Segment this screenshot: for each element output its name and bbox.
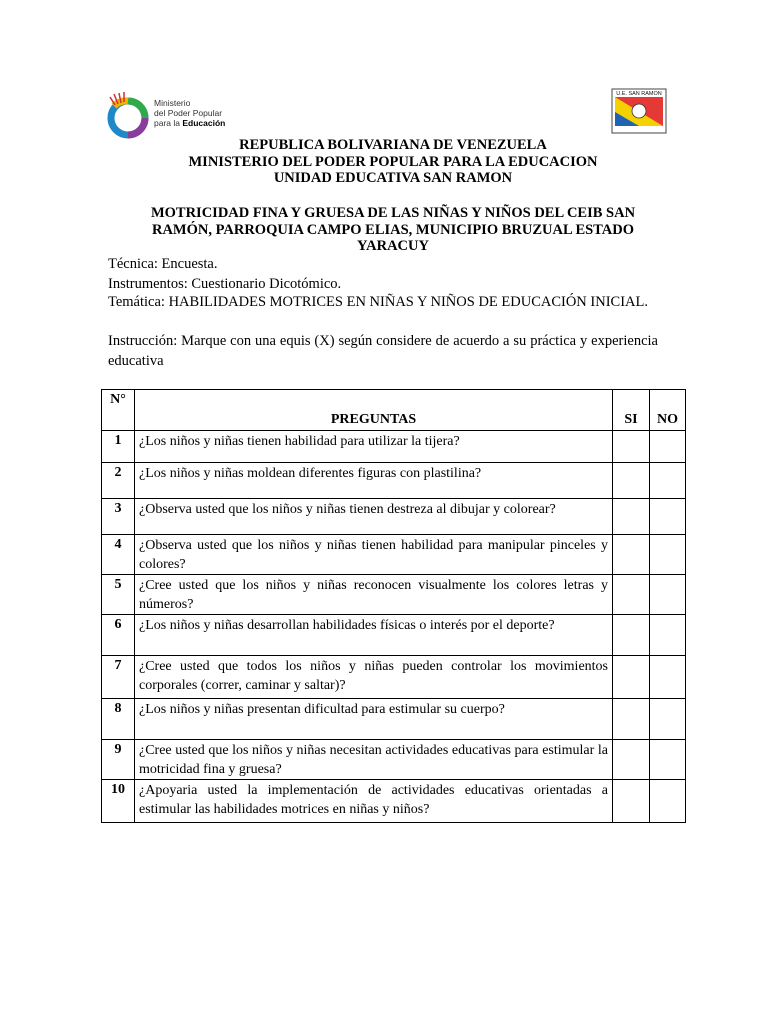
- answer-si-cell[interactable]: [613, 656, 650, 699]
- answer-no-cell[interactable]: [650, 615, 686, 656]
- ministerio-logo-text: [154, 98, 225, 128]
- row-number: 4: [102, 535, 135, 575]
- row-number: 1: [102, 431, 135, 463]
- instruction-text: Instrucción: Marque con una equis (X) según considere de acuerdo a su práctica y experiencia educativa: [108, 333, 658, 369]
- answer-si-cell[interactable]: [613, 740, 650, 780]
- answer-si-cell[interactable]: [613, 535, 650, 575]
- school-crest-logo: [611, 88, 667, 134]
- row-question: ¿Cree usted que los niños y niñas reconocen visualmente los colores letras y números?: [135, 575, 613, 615]
- row-question: ¿Los niños y niñas presentan dificultad para estimular su cuerpo?: [135, 699, 613, 740]
- answer-si-cell[interactable]: [613, 499, 650, 535]
- header-no: NO: [650, 390, 686, 431]
- answer-no-cell[interactable]: [650, 463, 686, 499]
- table-row: [102, 431, 686, 463]
- row-question: ¿Los niños y niñas moldean diferentes figuras con plastilina?: [135, 463, 613, 499]
- row-question: ¿Observa usted que los niños y niñas tienen destreza al dibujar y colorear?: [135, 499, 613, 535]
- answer-no-cell[interactable]: [650, 740, 686, 780]
- header-line-republic: REPUBLICA BOLIVARIANA DE VENEZUELA: [239, 137, 547, 153]
- school-crest-icon: [611, 88, 667, 134]
- row-number: 2: [102, 463, 135, 499]
- row-number: 8: [102, 699, 135, 740]
- logo-text-line3-prefix: para la: [154, 118, 183, 128]
- table-row: [102, 535, 686, 575]
- row-question: ¿Cree usted que los niños y niñas necesitan actividades educativas para estimular la motricidad fina y gruesa?: [135, 740, 613, 780]
- row-number: 10: [102, 780, 135, 823]
- header-questions: PREGUNTAS: [135, 390, 613, 431]
- logo-text-line3-bold: Educación: [182, 118, 226, 128]
- answer-no-cell[interactable]: [650, 699, 686, 740]
- row-question: ¿Los niños y niñas desarrollan habilidades físicas o interés por el deporte?: [135, 615, 613, 656]
- answer-no-cell[interactable]: [650, 575, 686, 615]
- title-line2: RAMÓN, PARROQUIA CAMPO ELIAS, MUNICIPIO BRUZUAL ESTADO: [151, 221, 635, 238]
- ministerio-logo: [104, 88, 244, 144]
- title-line1: MOTRICIDAD FINA Y GRUESA DE LAS NIÑAS Y NIÑOS DEL CEIB SAN: [150, 205, 636, 221]
- table-row: [102, 780, 686, 823]
- institution-header: [100, 137, 686, 187]
- header-si: SI: [613, 390, 650, 431]
- table-row: [102, 575, 686, 615]
- row-number: 7: [102, 656, 135, 699]
- row-question: ¿Observa usted que los niños y niñas tienen habilidad para manipular pinceles y colores?: [135, 535, 613, 575]
- answer-si-cell[interactable]: [613, 699, 650, 740]
- answer-si-cell[interactable]: [613, 575, 650, 615]
- table-row: [102, 699, 686, 740]
- table-row: [102, 463, 686, 499]
- answer-no-cell[interactable]: [650, 656, 686, 699]
- table-row: [102, 499, 686, 535]
- table-row: [102, 615, 686, 656]
- table-row: [102, 656, 686, 699]
- meta-instrumentos: Instrumentos: Cuestionario Dicotómico.: [108, 276, 342, 292]
- row-number: 5: [102, 575, 135, 615]
- school-crest-label: U.E. SAN RAMON: [616, 91, 662, 97]
- answer-si-cell[interactable]: [613, 463, 650, 499]
- answer-no-cell[interactable]: [650, 431, 686, 463]
- header-number: N°: [102, 390, 135, 431]
- survey-table: [101, 389, 686, 823]
- answer-no-cell[interactable]: [650, 535, 686, 575]
- answer-si-cell[interactable]: [613, 431, 650, 463]
- row-question: ¿Cree usted que todos los niños y niñas pueden controlar los movimientos corporales (correr, caminar y saltar)?: [135, 656, 613, 699]
- row-question: ¿Los niños y niñas tienen habilidad para utilizar la tijera?: [135, 431, 613, 463]
- logo-text-line1: Ministerio: [154, 98, 191, 108]
- table-row: [102, 740, 686, 780]
- title-line3: YARACUY: [357, 238, 429, 254]
- table-header-row: [102, 390, 686, 431]
- row-number: 3: [102, 499, 135, 535]
- ministerio-emblem-icon: [104, 92, 152, 140]
- document-title: [100, 205, 686, 255]
- header-line-ministry: MINISTERIO DEL PODER POPULAR PARA LA EDUCACION: [188, 153, 598, 170]
- answer-si-cell[interactable]: [613, 615, 650, 656]
- row-number: 9: [102, 740, 135, 780]
- answer-si-cell[interactable]: [613, 780, 650, 823]
- row-number: 6: [102, 615, 135, 656]
- row-question: ¿Apoyaria usted la implementación de actividades educativas orientadas a estimular las habilidades motrices en niñas y niños?: [135, 780, 613, 823]
- meta-tematica: Temática: HABILIDADES MOTRICES EN NIÑAS Y NIÑOS DE EDUCACIÓN INICIAL.: [108, 294, 648, 310]
- meta-tecnica: Técnica: Encuesta.: [108, 256, 218, 272]
- header-line-school: UNIDAD EDUCATIVA SAN RAMON: [273, 170, 513, 186]
- logo-text-line2: del Poder Popular: [154, 108, 223, 118]
- answer-no-cell[interactable]: [650, 780, 686, 823]
- answer-no-cell[interactable]: [650, 499, 686, 535]
